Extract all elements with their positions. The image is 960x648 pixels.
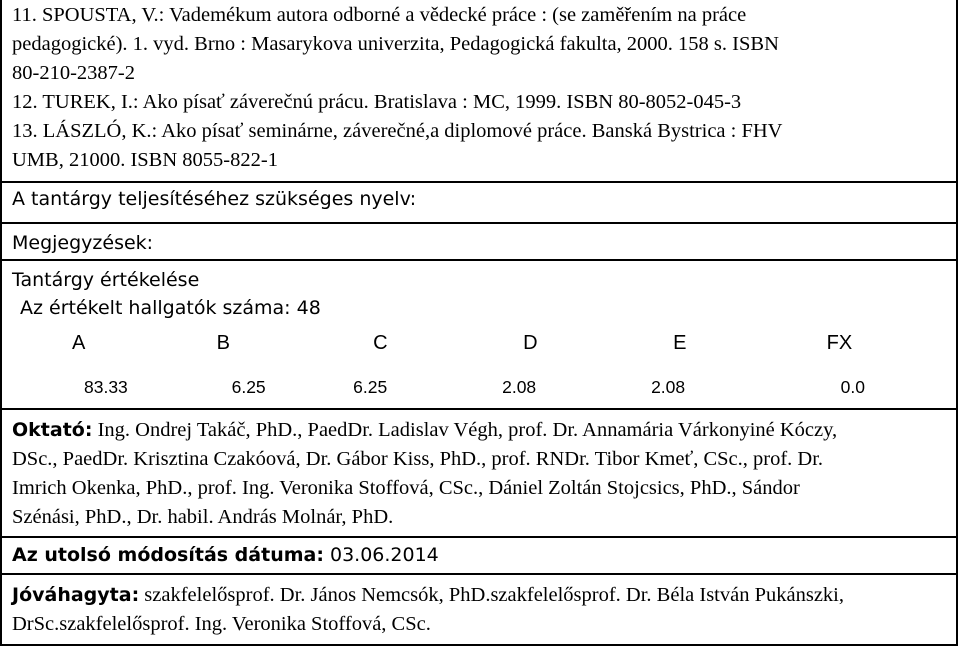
- teachers-line: Imrich Okenka, PhD., prof. Ing. Veronika Stoffová, CSc., Dániel Zoltán Stojcsics, PhD., Sándor: [12, 477, 800, 499]
- bottom-border: [2, 644, 956, 646]
- teachers-line: DSc., PaedDr. Krisztina Czakóová, Dr. Gábor Kiss, PhD., prof. RNDr. Tibor Kmeť, CSc., prof. Dr.: [12, 448, 824, 470]
- language-section: [2, 181, 956, 213]
- literature-line: pedagogické). 1. vyd. Brno : Masarykova univerzita, Pedagogická fakulta, 2000. 158 s. ISBN: [12, 33, 779, 55]
- literature-line: 12. TUREK, I.: Ako písať záverečnú prácu. Bratislava : MC, 1999. ISBN 80-8052-045-3: [12, 91, 742, 113]
- approved-label: Jóváhagyta:: [12, 584, 140, 606]
- grade-percentage: 6.25: [231, 376, 266, 397]
- grade-percentage: 83.33: [84, 376, 128, 397]
- notes-section: [2, 222, 956, 254]
- literature-section: [2, 0, 956, 184]
- literature-line: 80-210-2387-2: [12, 62, 135, 84]
- last-modified-section: [2, 536, 956, 576]
- approved-line: [12, 584, 844, 607]
- approved-line: DrSc.szakfelelősprof. Ing. Veronika Stoffová, CSc.: [12, 613, 431, 635]
- evaluation-title: Tantárgy értékelése: [12, 269, 200, 291]
- teachers-text: Ing. Ondrej Takáč, PhD., PaedDr. Ladislav Végh, prof. Dr. Annamária Várkonyiné Kóczy,: [92, 419, 838, 441]
- grade-label: FX: [826, 331, 853, 354]
- grade-header-row: [16, 329, 946, 357]
- grade-percentage: 0.0: [840, 376, 865, 397]
- teachers-section: [2, 408, 956, 536]
- literature-line: 11. SPOUSTA, V.: Vademékum autora odborné a vědecké práce : (se zaměřením na práce: [12, 4, 747, 26]
- grade-label: D: [523, 331, 538, 354]
- grade-percentage: 6.25: [353, 376, 388, 397]
- grade-label: A: [72, 331, 86, 354]
- last-modified-line: [12, 544, 439, 567]
- language-label: A tantárgy teljesítéséhez szükséges nyelv:: [12, 188, 417, 210]
- grade-label: E: [673, 331, 687, 354]
- grade-distribution-table: [16, 329, 946, 401]
- grade-percentage: 2.08: [502, 376, 537, 397]
- grade-label: C: [373, 331, 388, 354]
- teachers-line: Szénási, PhD., Dr. habil. András Molnár, PhD.: [12, 506, 394, 528]
- literature-line: UMB, 21000. ISBN 8055-822-1: [12, 149, 278, 171]
- evaluated-students-count: Az értékelt hallgatók száma: 48: [20, 297, 321, 319]
- grade-label: B: [216, 331, 230, 354]
- approved-section: [2, 573, 956, 646]
- literature-line: 13. LÁSZLÓ, K.: Ako písať seminárne, záverečné,a diplomové práce. Banská Bystrica : FHV: [12, 120, 783, 142]
- grade-percentage-row: [16, 357, 946, 401]
- notes-label: Megjegyzések:: [12, 232, 154, 254]
- evaluation-section: [2, 259, 956, 403]
- last-modified-value: 03.06.2014: [323, 544, 439, 566]
- approved-text: szakfelelősprof. Dr. János Nemcsók, PhD.szakfelelősprof. Dr. Béla István Pukánszki,: [139, 584, 844, 606]
- grade-percentage: 2.08: [651, 376, 686, 397]
- last-modified-label: Az utolsó módosítás dátuma:: [12, 544, 324, 566]
- teachers-label: Oktató:: [12, 419, 93, 441]
- teachers-line: [12, 419, 837, 442]
